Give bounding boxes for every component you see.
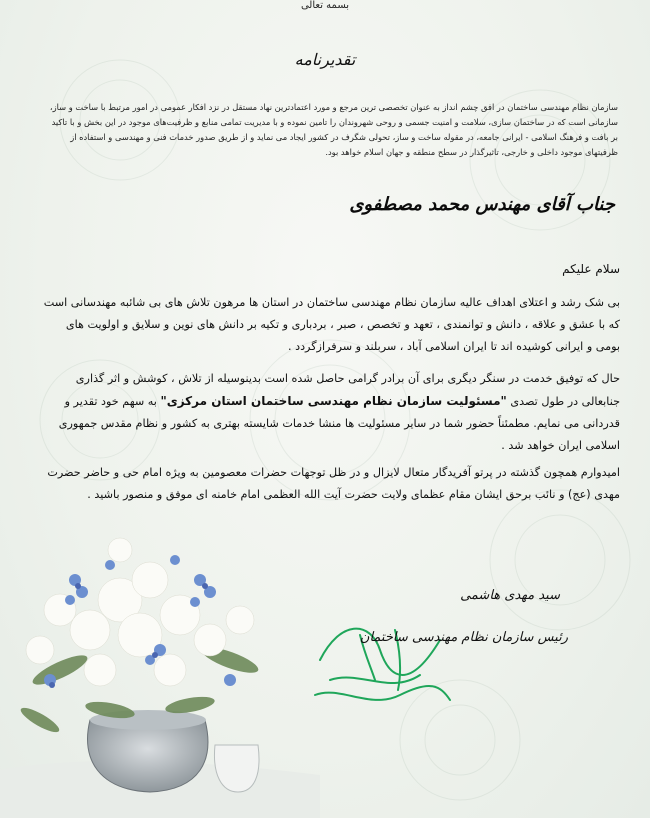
- intro-paragraph: سازمان نظام مهندسی ساختمان در افق چشم انداز به عنوان تخصصی ترین مرجع و مورد اعتمادترین نهاد مستقل در نزد افکار عمومی در امور مرتبط با ساخت و ساز، سازمانی است که در ساختمان سازی، سلامت و امنیت جسمی و روحی شهروندان را تامین نموده و با مدیریت تمامی منابع و ظرفیت‌های موجود در این بخش و با تاکید بر بافت و فرهنگ اسلامی - ایرانی جامعه، در مقوله ساخت و ساز، تحولی شگرف در کشور ایجاد می نماید و از طریق صدور خدمات فنی و مهندسی و استفاده از ظرفیتهای موجود داخلی و خارجی، تاثیرگذار در سطح منطقه و جهان اسلام خواهد بود.: [49, 102, 618, 157]
- basmala: بسمه تعالی: [300, 0, 350, 11]
- document-title: تقدیرنامه: [294, 50, 356, 69]
- para2-tail-text: به سهم خود تقدیر و قدردانی می نمایم. مطمئناً حضور شما در سایر مسئولیت ها منشا خدمات شایسته بهتری به کشور و نظام مقدس جمهوری اسلامی ایران خواهد شد .: [58, 395, 620, 452]
- signer-title: رئیس سازمان نظام مهندسی ساختمان: [359, 630, 568, 645]
- handwritten-signature: [300, 600, 460, 720]
- para2-lead-text: حال که توفیق خدمت در سنگر دیگری برای آن برادر گرامی حاصل شده است بدینوسیله از تلاش ، کوشش و اثر گذاری جنابعالی در طول تصدی: [75, 372, 620, 408]
- body-paragraph-3: امیدوارم همچون گذشته در پرتو آفریدگار متعال لایزال و در ظل توجهات حضرات معصومین به ویژه امام حی و حاضر حضرت مهدی (عج) و نائب برحق ایشان مقام عظمای ولایت حضرت آیت الله العظمی امام خامنه ای موفق و منصور باشید .: [47, 466, 620, 501]
- flower-vase-illustration: [0, 520, 320, 818]
- signer-name: سید مهدی هاشمی: [460, 588, 560, 603]
- greeting: سلام علیکم: [562, 262, 620, 276]
- body-paragraph-2: [40, 368, 620, 457]
- body-paragraph-1: بی شک رشد و اعتلای اهداف عالیه سازمان نظام مهندسی ساختمان در استان ها مرهون تلاش های بی شائبه مهندسانی است که با عشق و علاقه ، دانش و توانمندی ، تعهد و تخصص ، صبر ، بردباری و تکیه بر دانش های نوین و سلایق و اولویت های بومی و ایرانی کوشیده اند تا ایران اسلامی آباد ، سربلند و سرفرازگردد .: [43, 296, 620, 353]
- para2-highlight-text: "مسئولیت سازمان نظام مهندسی ساختمان استان مرکزی": [160, 394, 507, 408]
- recipient-name: جناب آقای مهندس محمد مصطفوی: [349, 194, 615, 215]
